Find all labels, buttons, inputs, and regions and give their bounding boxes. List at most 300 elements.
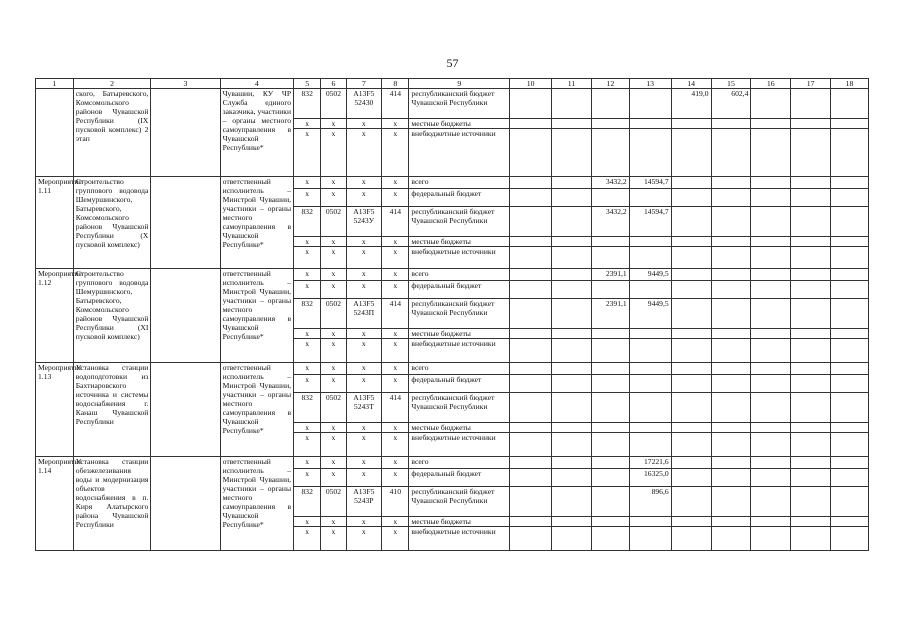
value-cell [711, 247, 751, 269]
value-cell: 2391,1 [591, 299, 629, 329]
funding-source-cell: местные бюджеты [409, 517, 510, 527]
code-section-cell: 0502 [321, 89, 346, 119]
code-admin-cell: 832 [294, 487, 321, 517]
value-cell [552, 433, 592, 457]
value-cell [591, 393, 629, 423]
value-cell [591, 517, 629, 527]
value-cell [552, 339, 592, 363]
value-cell [831, 517, 869, 527]
code-admin-cell: 832 [294, 299, 321, 329]
value-cell [510, 189, 552, 207]
value-cell [751, 129, 791, 177]
table-row [36, 457, 869, 469]
value-cell [791, 237, 831, 247]
value-cell [751, 247, 791, 269]
value-cell: 419,0 [671, 89, 711, 119]
code-expense-cell: х [382, 189, 409, 207]
event-name-cell: Строительство группового водовода Шемуршинского, Батыревского, Комсомольского районов Чувашской Республики (XI пусковой комплекс) [73, 269, 151, 363]
value-cell [671, 269, 711, 281]
value-cell [671, 423, 711, 433]
value-cell [791, 527, 831, 551]
value-cell [552, 393, 592, 423]
value-cell [791, 457, 831, 469]
value-cell [591, 247, 629, 269]
value-cell [831, 527, 869, 551]
code-admin-cell: х [294, 423, 321, 433]
value-cell [831, 237, 869, 247]
code-target-cell: х [346, 189, 382, 207]
funding-source-cell: республиканский бюджет Чувашской Республики [409, 89, 510, 119]
code-expense-cell: х [382, 469, 409, 487]
value-cell [591, 527, 629, 551]
value-cell [591, 281, 629, 299]
value-cell [751, 177, 791, 189]
value-cell [510, 339, 552, 363]
header-cell: 5 [294, 79, 321, 89]
code-target-cell: А13F5 52430 [346, 89, 382, 119]
value-cell [791, 247, 831, 269]
value-cell [552, 299, 592, 329]
value-cell: 3432,2 [591, 177, 629, 189]
value-cell [711, 329, 751, 339]
empty-cell [151, 269, 220, 363]
value-cell [591, 375, 629, 393]
code-section-cell: х [321, 281, 346, 299]
value-cell [629, 237, 671, 247]
value-cell [751, 375, 791, 393]
value-cell [711, 129, 751, 177]
code-expense-cell: х [382, 119, 409, 129]
value-cell [751, 189, 791, 207]
funding-source-cell: республиканский бюджет Чувашской Республики [409, 487, 510, 517]
value-cell [671, 119, 711, 129]
value-cell: 17221,6 [629, 457, 671, 469]
funding-source-cell: федеральный бюджет [409, 189, 510, 207]
value-cell [671, 329, 711, 339]
value-cell [552, 177, 592, 189]
funding-source-cell: федеральный бюджет [409, 469, 510, 487]
value-cell: 14594,7 [629, 207, 671, 237]
value-cell [552, 527, 592, 551]
value-cell [711, 281, 751, 299]
value-cell [671, 527, 711, 551]
value-cell [751, 339, 791, 363]
funding-source-cell: всего [409, 363, 510, 375]
value-cell [671, 339, 711, 363]
executor-cell: Чувашии, КУ ЧР Служба единого заказчика, участники – органы местного самоуправления в Чувашской Республике* [220, 89, 293, 177]
value-cell [831, 329, 869, 339]
value-cell [629, 375, 671, 393]
value-cell [629, 339, 671, 363]
value-cell [751, 299, 791, 329]
code-target-cell: А13F5 5243П [346, 299, 382, 329]
value-cell [711, 207, 751, 237]
value-cell [671, 375, 711, 393]
event-name-cell: ского, Батыревского, Комсомольского районов Чувашской Республики (IX пусковой комплекс) 2 этап [73, 89, 151, 177]
value-cell [711, 237, 751, 247]
value-cell [591, 363, 629, 375]
funding-source-cell: местные бюджеты [409, 423, 510, 433]
value-cell [791, 339, 831, 363]
code-target-cell: х [346, 329, 382, 339]
value-cell [791, 177, 831, 189]
code-target-cell: х [346, 237, 382, 247]
value-cell [831, 433, 869, 457]
code-expense-cell: 410 [382, 487, 409, 517]
code-expense-cell: х [382, 527, 409, 551]
value-cell [591, 457, 629, 469]
value-cell [751, 269, 791, 281]
header-cell: 2 [73, 79, 151, 89]
code-section-cell: х [321, 457, 346, 469]
header-cell: 3 [151, 79, 220, 89]
code-expense-cell: х [382, 457, 409, 469]
code-expense-cell: х [382, 247, 409, 269]
code-section-cell: х [321, 423, 346, 433]
code-target-cell: х [346, 363, 382, 375]
value-cell [629, 433, 671, 457]
value-cell [510, 469, 552, 487]
code-expense-cell: 414 [382, 207, 409, 237]
code-target-cell: х [346, 269, 382, 281]
header-cell: 18 [831, 79, 869, 89]
value-cell [711, 189, 751, 207]
code-section-cell: 0502 [321, 393, 346, 423]
empty-cell [151, 363, 220, 457]
financing-table [35, 78, 869, 551]
funding-source-cell: внебюджетные источники [409, 339, 510, 363]
column-number-row [36, 79, 869, 89]
value-cell [510, 393, 552, 423]
value-cell [711, 487, 751, 517]
header-cell: 12 [591, 79, 629, 89]
value-cell [751, 329, 791, 339]
code-admin-cell: 832 [294, 393, 321, 423]
code-section-cell: 0502 [321, 299, 346, 329]
event-id-cell: Мероприятие 1.11 [36, 177, 74, 269]
executor-cell: ответственный исполнитель – Минстрой Чувашии, участники – органы местного самоуправления в Чувашской Республике* [220, 177, 293, 269]
value-cell [591, 89, 629, 119]
header-cell: 14 [671, 79, 711, 89]
event-name-cell: Установка станции водоподготовки из Бахтиаровского источника и системы водоснабжения г. Канаш Чувашской Республики [73, 363, 151, 457]
value-cell [591, 329, 629, 339]
value-cell [552, 281, 592, 299]
value-cell [671, 281, 711, 299]
empty-cell [151, 457, 220, 551]
value-cell [791, 393, 831, 423]
code-admin-cell: 832 [294, 89, 321, 119]
value-cell [711, 339, 751, 363]
value-cell [510, 457, 552, 469]
header-cell: 8 [382, 79, 409, 89]
value-cell [591, 189, 629, 207]
code-section-cell: 0502 [321, 207, 346, 237]
value-cell: 2391,1 [591, 269, 629, 281]
code-expense-cell: х [382, 237, 409, 247]
event-name-cell: Строительство группового водовода Шемуршинского, Батыревского, Комсомольского районов Чувашской Республики (Х пусковой комплекс) [73, 177, 151, 269]
value-cell [751, 363, 791, 375]
value-cell [751, 119, 791, 129]
code-expense-cell: х [382, 363, 409, 375]
code-expense-cell: х [382, 269, 409, 281]
code-admin-cell: х [294, 129, 321, 177]
event-id-cell [36, 89, 74, 177]
code-admin-cell: х [294, 527, 321, 551]
value-cell [751, 281, 791, 299]
value-cell [791, 363, 831, 375]
code-admin-cell: х [294, 433, 321, 457]
value-cell [751, 487, 791, 517]
code-target-cell: х [346, 527, 382, 551]
value-cell [711, 119, 751, 129]
value-cell [510, 517, 552, 527]
funding-source-cell: всего [409, 269, 510, 281]
value-cell: 9449,5 [629, 299, 671, 329]
value-cell [552, 517, 592, 527]
value-cell [591, 339, 629, 363]
value-cell [510, 269, 552, 281]
code-target-cell: А13F5 5243Т [346, 393, 382, 423]
value-cell [751, 527, 791, 551]
value-cell [629, 393, 671, 423]
value-cell [552, 487, 592, 517]
code-target-cell: х [346, 423, 382, 433]
value-cell [751, 207, 791, 237]
header-cell: 1 [36, 79, 74, 89]
value-cell [552, 329, 592, 339]
value-cell: 14594,7 [629, 177, 671, 189]
value-cell: 16325,0 [629, 469, 671, 487]
value-cell [791, 89, 831, 119]
value-cell [629, 329, 671, 339]
value-cell [510, 363, 552, 375]
code-expense-cell: х [382, 329, 409, 339]
value-cell [629, 281, 671, 299]
value-cell [791, 299, 831, 329]
value-cell [552, 423, 592, 433]
empty-cell [151, 177, 220, 269]
code-section-cell: х [321, 177, 346, 189]
value-cell [831, 423, 869, 433]
value-cell [591, 237, 629, 247]
value-cell [552, 247, 592, 269]
value-cell [711, 363, 751, 375]
value-cell [831, 207, 869, 237]
funding-source-cell: внебюджетные источники [409, 247, 510, 269]
value-cell: 9449,5 [629, 269, 671, 281]
value-cell [629, 363, 671, 375]
value-cell [791, 487, 831, 517]
event-name-cell: Установка станции обезжелезивания воды и модернизация объектов водоснабжения в п. Киря Алатырского района Чувашской Республики [73, 457, 151, 551]
code-expense-cell: х [382, 281, 409, 299]
code-section-cell: х [321, 363, 346, 375]
event-id-cell: Мероприятие 1.14 [36, 457, 74, 551]
value-cell: 896,6 [629, 487, 671, 517]
value-cell [629, 129, 671, 177]
code-target-cell: х [346, 469, 382, 487]
header-cell: 9 [409, 79, 510, 89]
value-cell [711, 433, 751, 457]
value-cell [552, 469, 592, 487]
value-cell [751, 457, 791, 469]
value-cell [711, 269, 751, 281]
value-cell [831, 457, 869, 469]
code-expense-cell: х [382, 129, 409, 177]
value-cell [510, 207, 552, 237]
value-cell [510, 423, 552, 433]
code-admin-cell: х [294, 189, 321, 207]
executor-cell: ответственный исполнитель – Минстрой Чувашии, участники – органы местного самоуправления в Чувашской Республике* [220, 457, 293, 551]
value-cell [751, 517, 791, 527]
value-cell [671, 247, 711, 269]
value-cell: 3432,2 [591, 207, 629, 237]
value-cell [629, 517, 671, 527]
value-cell [510, 247, 552, 269]
value-cell [711, 299, 751, 329]
code-target-cell: А13F5 5243Р [346, 487, 382, 517]
value-cell [831, 487, 869, 517]
value-cell [510, 177, 552, 189]
value-cell [552, 269, 592, 281]
header-cell: 10 [510, 79, 552, 89]
code-target-cell: х [346, 517, 382, 527]
executor-cell: ответственный исполнитель – Минстрой Чувашии, участники – органы местного самоуправления в Чувашской Республике* [220, 363, 293, 457]
value-cell [671, 189, 711, 207]
funding-source-cell: республиканский бюджет Чувашской Республики [409, 393, 510, 423]
table-row [36, 269, 869, 281]
value-cell [831, 89, 869, 119]
funding-source-cell: федеральный бюджет [409, 375, 510, 393]
code-expense-cell: х [382, 517, 409, 527]
value-cell [591, 423, 629, 433]
code-section-cell: х [321, 269, 346, 281]
value-cell [831, 339, 869, 363]
code-target-cell: А13F5 5243У [346, 207, 382, 237]
code-section-cell: х [321, 247, 346, 269]
value-cell [711, 517, 751, 527]
value-cell [552, 89, 592, 119]
value-cell [510, 487, 552, 517]
header-cell: 11 [552, 79, 592, 89]
header-cell: 17 [791, 79, 831, 89]
event-id-cell: Мероприятие 1.12 [36, 269, 74, 363]
value-cell [671, 129, 711, 177]
value-cell [671, 393, 711, 423]
funding-source-cell: всего [409, 457, 510, 469]
value-cell [711, 393, 751, 423]
value-cell [591, 119, 629, 129]
value-cell [510, 89, 552, 119]
funding-source-cell: внебюджетные источники [409, 433, 510, 457]
code-admin-cell: х [294, 375, 321, 393]
code-target-cell: х [346, 281, 382, 299]
page-number: 57 [446, 56, 459, 70]
value-cell [751, 423, 791, 433]
header-cell: 16 [751, 79, 791, 89]
value-cell [552, 363, 592, 375]
value-cell [831, 269, 869, 281]
code-admin-cell: х [294, 177, 321, 189]
value-cell [831, 375, 869, 393]
code-section-cell: х [321, 119, 346, 129]
code-target-cell: х [346, 339, 382, 363]
code-target-cell: х [346, 247, 382, 269]
value-cell [591, 129, 629, 177]
funding-source-cell: республиканский бюджет Чувашской Республики [409, 207, 510, 237]
value-cell [671, 299, 711, 329]
value-cell [791, 119, 831, 129]
value-cell [591, 433, 629, 457]
value-cell [629, 423, 671, 433]
value-cell [671, 207, 711, 237]
value-cell [510, 119, 552, 129]
code-section-cell: х [321, 433, 346, 457]
code-section-cell: х [321, 237, 346, 247]
funding-source-cell: местные бюджеты [409, 237, 510, 247]
funding-source-cell: местные бюджеты [409, 119, 510, 129]
value-cell [711, 469, 751, 487]
table-body [36, 79, 869, 551]
value-cell [510, 527, 552, 551]
value-cell [552, 375, 592, 393]
value-cell [751, 237, 791, 247]
funding-source-cell: внебюджетные источники [409, 527, 510, 551]
code-admin-cell: х [294, 269, 321, 281]
value-cell [552, 457, 592, 469]
code-admin-cell: х [294, 119, 321, 129]
code-admin-cell: х [294, 281, 321, 299]
value-cell [791, 207, 831, 237]
code-target-cell: х [346, 177, 382, 189]
funding-source-cell: республиканский бюджет Чувашской Республики [409, 299, 510, 329]
value-cell [591, 487, 629, 517]
value-cell [831, 129, 869, 177]
value-cell [791, 329, 831, 339]
value-cell [629, 89, 671, 119]
value-cell [671, 457, 711, 469]
value-cell [831, 177, 869, 189]
value-cell [711, 177, 751, 189]
code-section-cell: х [321, 329, 346, 339]
code-section-cell: х [321, 375, 346, 393]
code-admin-cell: х [294, 517, 321, 527]
code-expense-cell: 414 [382, 89, 409, 119]
value-cell: 602,4 [711, 89, 751, 119]
value-cell [629, 189, 671, 207]
value-cell [751, 433, 791, 457]
value-cell [671, 433, 711, 457]
value-cell [671, 487, 711, 517]
value-cell [552, 207, 592, 237]
table-row [36, 89, 869, 119]
value-cell [671, 469, 711, 487]
code-admin-cell: х [294, 457, 321, 469]
code-admin-cell: х [294, 237, 321, 247]
code-expense-cell: х [382, 423, 409, 433]
value-cell [751, 469, 791, 487]
funding-source-cell: всего [409, 177, 510, 189]
table-row [36, 363, 869, 375]
code-target-cell: х [346, 119, 382, 129]
value-cell [552, 119, 592, 129]
value-cell [510, 329, 552, 339]
value-cell [629, 247, 671, 269]
funding-source-cell: федеральный бюджет [409, 281, 510, 299]
value-cell [791, 375, 831, 393]
value-cell [671, 237, 711, 247]
code-admin-cell: х [294, 469, 321, 487]
value-cell [510, 281, 552, 299]
